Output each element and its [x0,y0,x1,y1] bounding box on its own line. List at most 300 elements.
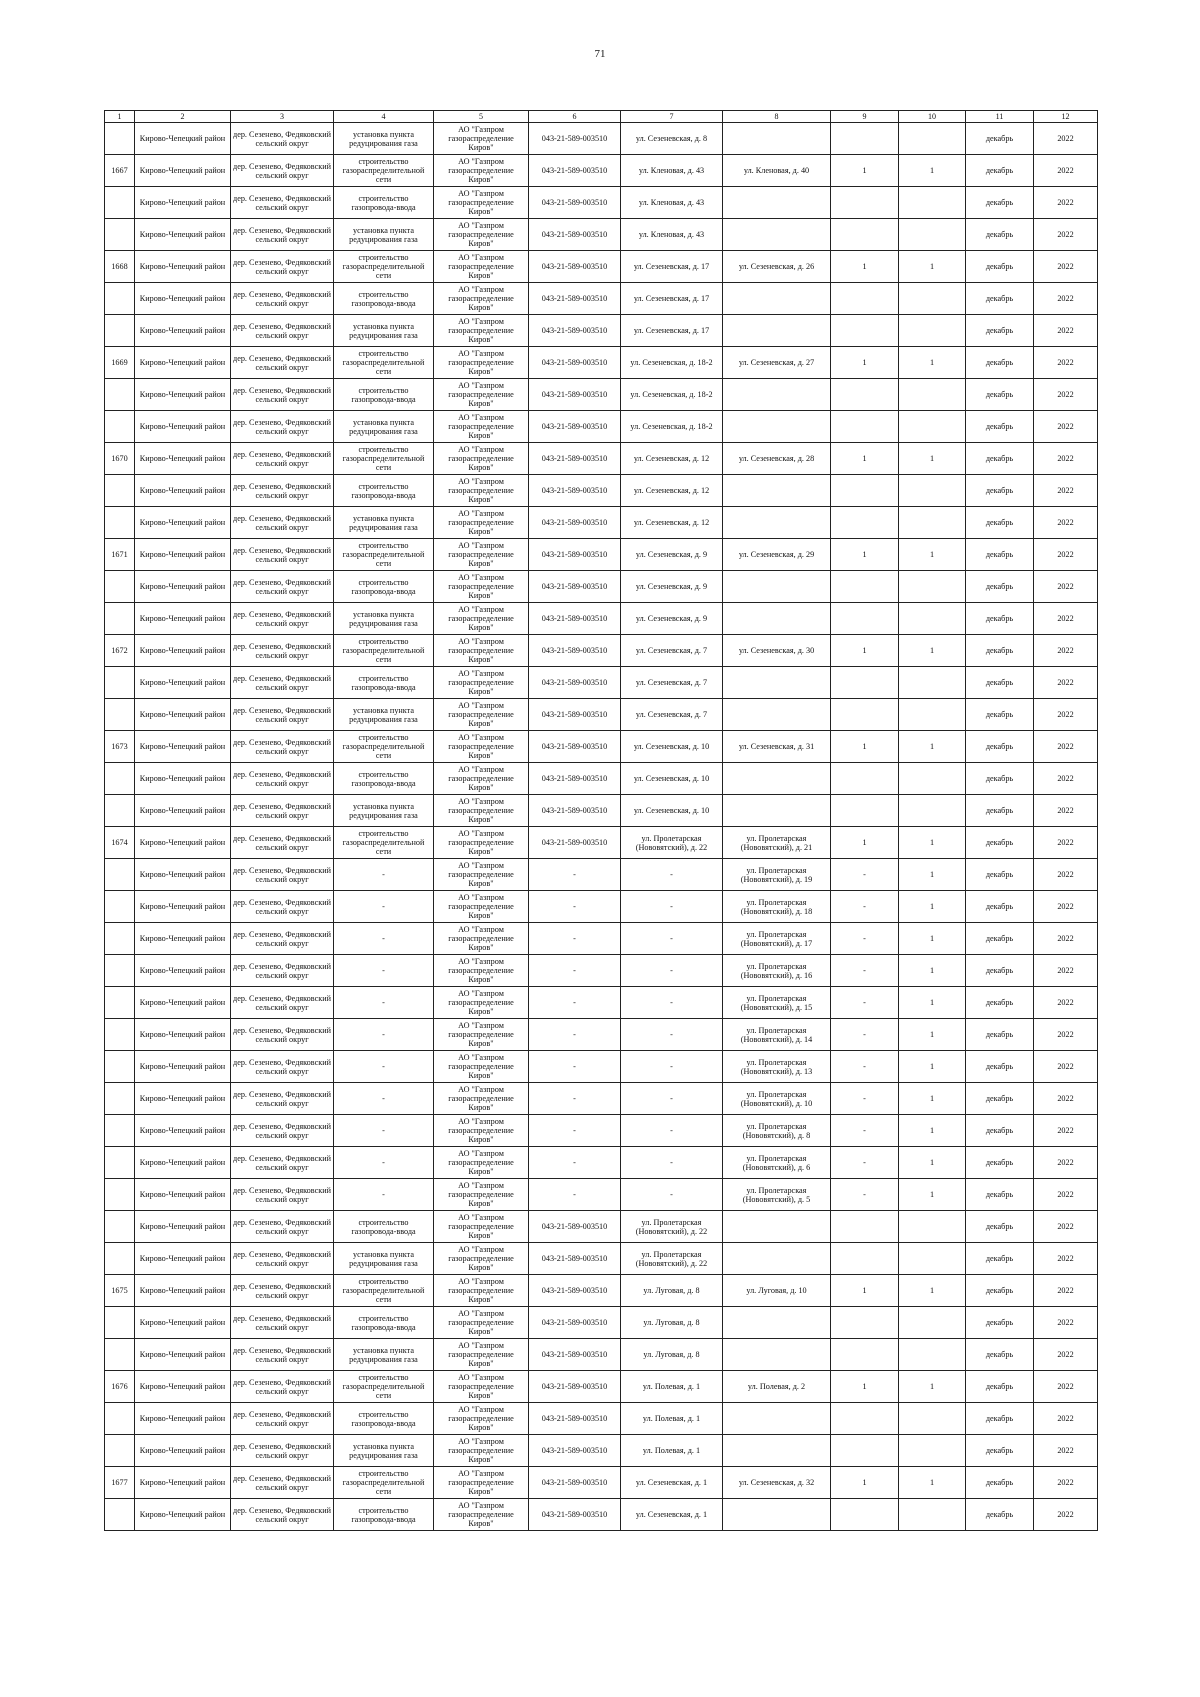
table-cell [105,1467,135,1499]
cell-text: ул. Пролетарская (Нововятский), д. 18 [740,897,813,916]
table-cell [434,987,529,1019]
table-cell [899,955,966,987]
table-cell [434,699,529,731]
table-cell [135,1275,231,1307]
cell-text: дер. Сезенево, Федяковский сельский округ [233,1121,331,1140]
table-cell [966,1435,1034,1467]
cell-text: АО "Газпром газораспределение Киров" [448,349,514,376]
table-row [105,347,1098,379]
cell-text: декабрь [985,1350,1014,1359]
cell-text: АО "Газпром газораспределение Киров" [448,1437,514,1464]
table-cell [231,347,334,379]
table-cell [831,1435,899,1467]
cell-text: Кирово-Чепецкий район [139,614,226,623]
table-cell [434,1339,529,1371]
cell-text: ул. Сезеневская, д. 29 [738,550,815,559]
cell-text: 1675 [111,1286,128,1295]
table-cell [135,635,231,667]
table-cell [529,379,621,411]
table-cell [434,571,529,603]
table-cell [1034,987,1098,1019]
table-cell [966,1371,1034,1403]
cell-text: 1 [929,934,935,943]
cell-text: Кирово-Чепецкий район [139,230,226,239]
cell-text: Кирово-Чепецкий район [139,710,226,719]
cell-text: АО "Газпром газораспределение Киров" [448,1245,514,1272]
table-cell [334,187,434,219]
cell-text: ул. Сезеневская, д. 1 [635,1478,708,1487]
cell-text: 2022 [1057,262,1074,271]
table-cell [334,1115,434,1147]
cell-text: 043-21-589-003510 [541,838,608,847]
table-cell [621,123,723,155]
table-cell [621,347,723,379]
cell-text: 1 [929,870,935,879]
table-row [105,1051,1098,1083]
cell-text: 2022 [1057,518,1074,527]
cell-text: ул. Сезеневская, д. 7 [635,710,708,719]
table-cell [1034,635,1098,667]
table-cell [231,1339,334,1371]
table-cell [231,443,334,475]
cell-text: Кирово-Чепецкий район [139,326,226,335]
table-cell [231,1115,334,1147]
cell-text: дер. Сезенево, Федяковский сельский округ [233,801,331,820]
table-cell [831,859,899,891]
table-cell [334,731,434,763]
cell-text: 1 [929,742,935,751]
cell-text: строительство газопровода-ввода [351,577,416,596]
cell-text: АО "Газпром газораспределение Киров" [448,605,514,632]
cell-text: 043-21-589-003510 [541,390,608,399]
cell-text: 1 [862,1382,867,1391]
table-cell [231,763,334,795]
table-cell [135,763,231,795]
table-cell [334,507,434,539]
table-cell [135,123,231,155]
cell-text: декабрь [985,134,1014,143]
table-cell [231,539,334,571]
cell-text: 1 [929,966,935,975]
table-cell [434,891,529,923]
table-cell [105,859,135,891]
cell-text: Кирово-Чепецкий район [139,198,226,207]
table-row [105,123,1098,155]
cell-text: 2022 [1057,806,1074,815]
table-cell [105,1435,135,1467]
cell-text: строительство газопровода-ввода [351,1217,416,1236]
table-row [105,507,1098,539]
table-cell [899,923,966,955]
cell-text: - [863,1126,866,1135]
table-cell [529,539,621,571]
table-cell [529,475,621,507]
cell-text: дер. Сезенево, Федяковский сельский округ [233,1377,331,1396]
cell-text: АО "Газпром газораспределение Киров" [448,541,514,568]
table-cell [334,411,434,443]
cell-text: дер. Сезенево, Федяковский сельский округ [233,993,331,1012]
cell-text: ул. Сезеневская, д. 17 [633,326,710,335]
table-cell [621,1275,723,1307]
table-cell [723,571,831,603]
page-number: 71 [594,48,606,60]
cell-text: АО "Газпром газораспределение Киров" [448,1053,514,1080]
table-row [105,155,1098,187]
cell-text: 1 [929,1286,935,1295]
table-cell [831,1019,899,1051]
cell-text: - [382,1094,385,1103]
table-cell [966,1019,1034,1051]
table-cell [966,1243,1034,1275]
cell-text: декабрь [985,1094,1014,1103]
cell-text: установка пункта редуцирования газа [349,321,418,340]
table-cell [723,251,831,283]
cell-text: установка пункта редуцирования газа [349,609,418,628]
table-cell [334,1083,434,1115]
cell-text: ул. Сезеневская, д. 26 [738,262,815,271]
cell-text: 043-21-589-003510 [541,614,608,623]
table-cell [723,219,831,251]
table-cell [135,1371,231,1403]
table-row [105,763,1098,795]
table-cell [621,379,723,411]
cell-text: 1 [929,1478,935,1487]
table-cell [1034,507,1098,539]
cell-text: Кирово-Чепецкий район [139,1190,226,1199]
cell-text: ул. Сезеневская, д. 31 [738,742,815,751]
table-cell [899,827,966,859]
table-cell [105,699,135,731]
cell-text: декабрь [985,1126,1014,1135]
cell-text: декабрь [985,390,1014,399]
cell-text: 043-21-589-003510 [541,774,608,783]
cell-text: 043-21-589-003510 [541,326,608,335]
cell-text: - [382,1190,385,1199]
table-cell [899,251,966,283]
table-cell [723,187,831,219]
table-cell [135,667,231,699]
table-cell [1034,347,1098,379]
cell-text: дер. Сезенево, Федяковский сельский округ [233,673,331,692]
table-row [105,379,1098,411]
table-cell [105,155,135,187]
table-cell [1034,443,1098,475]
cell-text: 043-21-589-003510 [541,1350,608,1359]
table-cell [621,1467,723,1499]
table-cell [334,1211,434,1243]
table-row [105,795,1098,827]
table-cell [723,379,831,411]
table-cell [899,987,966,1019]
cell-text: ул. Полевая, д. 1 [642,1382,701,1391]
table-cell [1034,1179,1098,1211]
table-cell [899,763,966,795]
table-cell [105,1243,135,1275]
cell-text: - [863,998,866,1007]
cell-text: АО "Газпром газораспределение Киров" [448,189,514,216]
table-cell [529,507,621,539]
table-cell [831,1051,899,1083]
table-cell [434,603,529,635]
cell-text: АО "Газпром газораспределение Киров" [448,765,514,792]
table-cell [831,507,899,539]
table-cell [135,827,231,859]
table-cell [621,955,723,987]
table-cell [231,1243,334,1275]
table-cell [966,1403,1034,1435]
table-cell [1034,571,1098,603]
table-cell [1034,1211,1098,1243]
table-cell [434,251,529,283]
table-cell [831,1147,899,1179]
table-cell [434,1019,529,1051]
table-cell [621,411,723,443]
table-cell [231,1211,334,1243]
cell-text: 2022 [1057,1510,1074,1519]
table-cell [434,1243,529,1275]
table-cell [1034,699,1098,731]
table-cell [529,123,621,155]
cell-text: декабрь [985,230,1014,239]
cell-text: - [670,1126,673,1135]
table-cell [434,1083,529,1115]
cell-text: дер. Сезенево, Федяковский сельский округ [233,929,331,948]
cell-text: ул. Полевая, д. 1 [642,1446,701,1455]
cell-text: дер. Сезенево, Федяковский сельский округ [233,353,331,372]
table-cell [723,1243,831,1275]
table-cell [135,539,231,571]
table-cell [1034,603,1098,635]
cell-text: 1 [929,454,935,463]
table-cell [1034,1307,1098,1339]
table-cell [966,1179,1034,1211]
table-cell [723,315,831,347]
table-cell [529,315,621,347]
table-cell [529,603,621,635]
table-cell [334,571,434,603]
cell-text: дер. Сезенево, Федяковский сельский округ [233,1089,331,1108]
table-cell [135,347,231,379]
table-cell [105,731,135,763]
cell-text: 2022 [1057,902,1074,911]
cell-text: Кирово-Чепецкий район [139,134,226,143]
table-cell [966,987,1034,1019]
cell-text: ул. Сезеневская, д. 9 [635,614,708,623]
cell-text: - [863,1158,866,1167]
table-cell [966,1211,1034,1243]
cell-text: 2022 [1057,774,1074,783]
cell-text: дер. Сезенево, Федяковский сельский округ [233,961,331,980]
table-cell [723,795,831,827]
cell-text: АО "Газпром газораспределение Киров" [448,1181,514,1208]
table-cell [723,1467,831,1499]
cell-text: декабрь [985,1286,1014,1295]
table-cell [231,955,334,987]
table-cell [334,635,434,667]
table-cell [434,1211,529,1243]
table-cell [434,1435,529,1467]
table-cell [966,1275,1034,1307]
table-cell [231,667,334,699]
cell-text: декабрь [985,870,1014,879]
cell-text: установка пункта редуцирования газа [349,513,418,532]
table-cell [899,1307,966,1339]
table-cell [434,507,529,539]
cell-text: 043-21-589-003510 [541,550,608,559]
table-cell [621,1019,723,1051]
table-cell [529,1051,621,1083]
cell-text: дер. Сезенево, Федяковский сельский округ [233,577,331,596]
table-cell [899,123,966,155]
table-cell [723,667,831,699]
table-cell [899,539,966,571]
cell-text: ул. Сезеневская, д. 1 [635,1510,708,1519]
cell-text: установка пункта редуцирования газа [349,417,418,436]
cell-text: Кирово-Чепецкий район [139,902,226,911]
table-cell [723,1307,831,1339]
column-number-cell: 1 [105,111,135,123]
cell-text: 1 [862,838,867,847]
table-cell [529,411,621,443]
cell-text: 2022 [1057,358,1074,367]
cell-text: 2022 [1057,1478,1074,1487]
table-cell [334,379,434,411]
cell-text: строительство газораспределительной сети [342,637,425,664]
table-cell [105,955,135,987]
cell-text: АО "Газпром газораспределение Киров" [448,1405,514,1432]
table-cell [135,1147,231,1179]
table-cell [723,1403,831,1435]
cell-text: 2022 [1057,582,1074,591]
cell-text: дер. Сезенево, Федяковский сельский округ [233,1153,331,1172]
table-cell [966,699,1034,731]
table-cell [434,315,529,347]
table-cell [621,827,723,859]
cell-text: дер. Сезенево, Федяковский сельский округ [233,1185,331,1204]
cell-text: декабрь [985,582,1014,591]
table-cell [899,443,966,475]
cell-text: 1676 [111,1382,128,1391]
cell-text: АО "Газпром газораспределение Киров" [448,669,514,696]
table-cell [434,283,529,315]
table-cell [899,507,966,539]
cell-text: 2022 [1057,998,1074,1007]
cell-text: - [670,998,673,1007]
cell-text: Кирово-Чепецкий район [139,166,226,175]
table-cell [723,123,831,155]
table-cell [529,219,621,251]
cell-text: 043-21-589-003510 [541,582,608,591]
cell-text: - [670,902,673,911]
table-cell [831,411,899,443]
table-cell [434,795,529,827]
table-cell [334,955,434,987]
table-cell [231,1179,334,1211]
table-cell [135,1403,231,1435]
cell-text: дер. Сезенево, Федяковский сельский округ [233,1345,331,1364]
table-cell [723,987,831,1019]
table-cell [434,379,529,411]
cell-text: АО "Газпром газораспределение Киров" [448,1021,514,1048]
table-row [105,315,1098,347]
table-cell [621,795,723,827]
table-cell [434,219,529,251]
cell-text: - [573,1190,576,1199]
cell-text: 043-21-589-003510 [541,422,608,431]
cell-text: Кирово-Чепецкий район [139,1286,226,1295]
table-cell [529,923,621,955]
cell-text: 043-21-589-003510 [541,1286,608,1295]
table-cell [231,859,334,891]
cell-text: 2022 [1057,1222,1074,1231]
cell-text: - [382,966,385,975]
table-cell [621,923,723,955]
table-cell [621,1403,723,1435]
cell-text: ул. Луговая, д. 10 [746,1286,807,1295]
cell-text: - [573,902,576,911]
table-cell [105,1019,135,1051]
cell-text: строительство газораспределительной сети [342,253,425,280]
table-cell [334,1051,434,1083]
cell-text: декабрь [985,550,1014,559]
table-cell [966,763,1034,795]
table-cell [135,1051,231,1083]
cell-text: АО "Газпром газораспределение Киров" [448,1341,514,1368]
cell-text: 1 [862,646,867,655]
table-cell [899,347,966,379]
table-cell [621,1339,723,1371]
cell-text: декабрь [985,166,1014,175]
table-cell [899,603,966,635]
cell-text: ул. Пролетарская (Нововятский), д. 10 [740,1089,813,1108]
table-row [105,1403,1098,1435]
cell-text: ул. Сезеневская, д. 9 [635,550,708,559]
table-cell [529,763,621,795]
table-cell [231,731,334,763]
table-cell [831,635,899,667]
table-cell [529,1371,621,1403]
table-cell [231,155,334,187]
cell-text: АО "Газпром газораспределение Киров" [448,509,514,536]
table-cell [831,1179,899,1211]
table-cell [434,1051,529,1083]
table-cell [105,539,135,571]
cell-text: 1673 [111,742,128,751]
table-row [105,603,1098,635]
table-cell [621,475,723,507]
cell-text: 1 [929,1094,935,1103]
cell-text: декабрь [985,838,1014,847]
table-cell [899,1115,966,1147]
table-cell [831,315,899,347]
table-cell [723,763,831,795]
table-cell [1034,187,1098,219]
table-cell [966,1115,1034,1147]
table-cell [529,251,621,283]
cell-text: 2022 [1057,1126,1074,1135]
cell-text: 2022 [1057,166,1074,175]
table-row [105,1499,1098,1531]
table-cell [434,1179,529,1211]
table-cell [1034,763,1098,795]
cell-text: - [382,1030,385,1039]
table-cell [334,443,434,475]
cell-text: - [863,1094,866,1103]
cell-text: - [863,1030,866,1039]
table-cell [434,731,529,763]
cell-text: ул. Сезеневская, д. 32 [738,1478,815,1487]
table-cell [899,1051,966,1083]
